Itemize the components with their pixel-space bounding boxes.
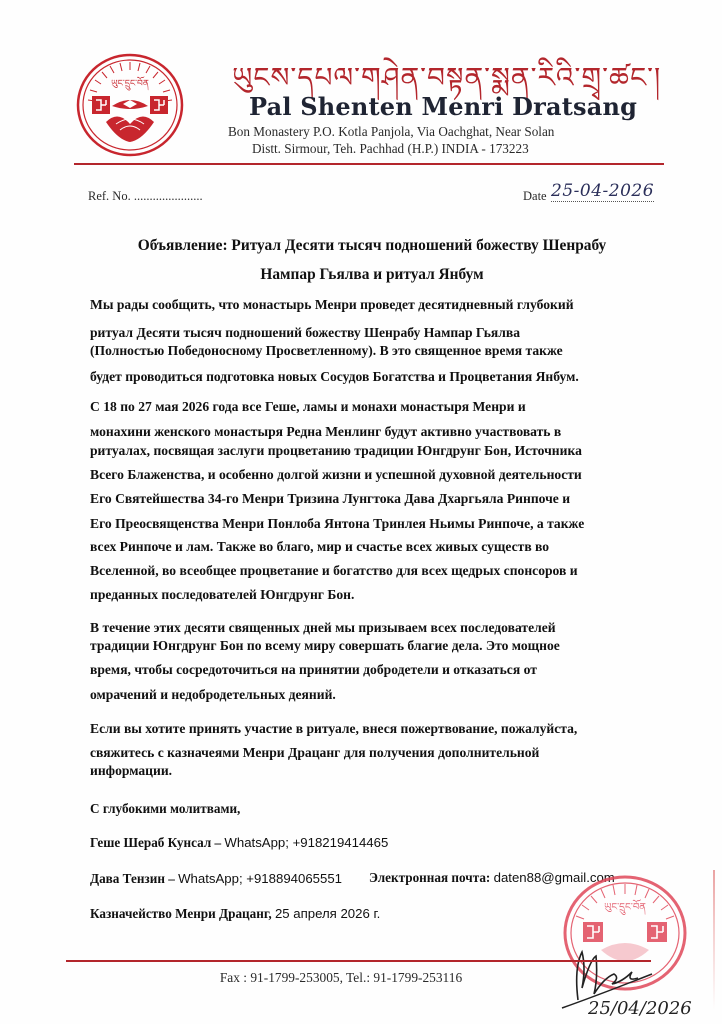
paragraph-line: Вселенной, во всеобщее процветание и богатство для всех щедрых спонсоров и: [90, 563, 578, 578]
paragraph-line: Его Святейшества 34-го Менри Тризина Лунгтока Дава Дхаргьяла Ринпоче и: [90, 491, 571, 506]
paragraph-line: Мы рады сообщить, что монастырь Менри проведет десятидневный глубокий: [90, 297, 574, 312]
paragraph-line: информации.: [90, 763, 173, 778]
paragraph-line: ритуал Десяти тысяч подношений божеству Шенрабу Нампар Гьялва: [90, 325, 521, 340]
paragraph-line: С 18 по 27 мая 2026 года все Геше, ламы и монахи монастыря Менри и: [90, 399, 526, 414]
paragraph-line: Если вы хотите принять участие в ритуале, внеся пожертвование, пожалуйста,: [90, 721, 578, 736]
tibetan-title: ཡུངས་དཔལ་གཤེན་བསྟན་སྨན་རིའི་གྲྭ་ཚང་།: [232, 61, 662, 94]
paragraph-line: (Полностью Победоносному Просветленному). В это священное время также: [90, 343, 563, 358]
footer-contact: Fax : 91-1799-253005, Tel.: 91-1799-253116: [219, 970, 463, 985]
date-value: 25-04-2026: [551, 181, 655, 201]
announcement-title-line-1: Объявление: Ритуал Десяти тысяч подношений божеству Шенрабу: [137, 237, 607, 254]
contact-whatsapp[interactable]: WhatsApp; +918894065551: [178, 871, 342, 886]
paragraph-line: ритуалах, посвящая заслуги процветанию традиции Юнгдрунг Бон, Источника: [90, 443, 582, 458]
contact-name: Геше Шераб Кунсал –: [90, 835, 225, 850]
closing-salutation: С глубокими молитвами,: [90, 801, 241, 816]
email-label: Электронная почта:: [369, 870, 494, 885]
svg-text:ཡུང་དྲུང་བོན: ཡུང་དྲུང་བོན: [604, 902, 646, 913]
scan-margin-mark: [713, 870, 715, 1010]
paragraph-line: время, чтобы сосредоточиться на принятии добродетели и отказаться от: [90, 662, 537, 677]
organization-name: Pal Shenten Menri Dratsang: [249, 92, 638, 121]
svg-text:25/04/2026: 25/04/2026: [588, 998, 692, 1018]
paragraph-line: всех Ринпоче и лам. Также во благо, мир и счастье всех живых существ во: [90, 539, 550, 554]
paragraph-line: будет проводиться подготовка новых Сосудов Богатства и Процветания Янбум.: [90, 369, 579, 384]
contact-dawa-tenzin: [90, 871, 342, 887]
paragraph-line: преданных последователей Юнгдрунг Бон.: [90, 587, 355, 602]
contact-geshe-sherab: [90, 835, 388, 851]
footer-divider: [66, 960, 651, 962]
contact-whatsapp[interactable]: WhatsApp; +918219414465: [224, 835, 389, 850]
announcement-title-line-2: Нампар Гьялва и ритуал Янбум: [260, 266, 484, 283]
treasury-date: 25 апреля 2026 г.: [274, 906, 381, 921]
paragraph-line: свяжитесь с казначеями Менри Драцанг для получения дополнительной: [90, 745, 540, 760]
contact-name: Дава Тензин –: [90, 871, 179, 886]
date-label: Date: [523, 189, 547, 203]
paragraph-line: В течение этих десяти священных дней мы призываем всех последователей: [90, 620, 556, 635]
address-line-2: Distt. Sirmour, Teh. Pachhad (H.P.) INDIA - 173223: [252, 141, 529, 156]
treasury-name: Казначейство Менри Драцанг,: [90, 906, 275, 921]
monastery-seal-icon: [76, 52, 184, 158]
address-line-1: Bon Monastery P.O. Kotla Panjola, Via Oachghat, Near Solan: [228, 124, 555, 139]
paragraph-line: Всего Блаженства, и особенно долгой жизни и успешной духовной деятельности: [90, 467, 582, 482]
paragraph-line: Его Преосвященства Менри Понлоба Янтона Тринлея Ньимы Ринпоче, а также: [90, 516, 585, 531]
reference-number: Ref. No. ......................: [88, 189, 203, 203]
paragraph-line: омрачений и недобродетельных деяний.: [90, 687, 336, 702]
treasury-signoff: [90, 906, 380, 922]
paragraph-line: традиции Юнгдрунг Бон по всему миру совершать благие дела. Это мощное: [90, 638, 560, 653]
paragraph-line: монахини женского монастыря Редна Менлинг будут активно участвовать в: [90, 424, 562, 439]
email-link[interactable]: daten88@gmail.com: [493, 870, 615, 885]
header-divider: [74, 163, 664, 165]
svg-text:ཡུང་དྲུང་བོན: ཡུང་དྲུང་བོན: [111, 79, 149, 89]
